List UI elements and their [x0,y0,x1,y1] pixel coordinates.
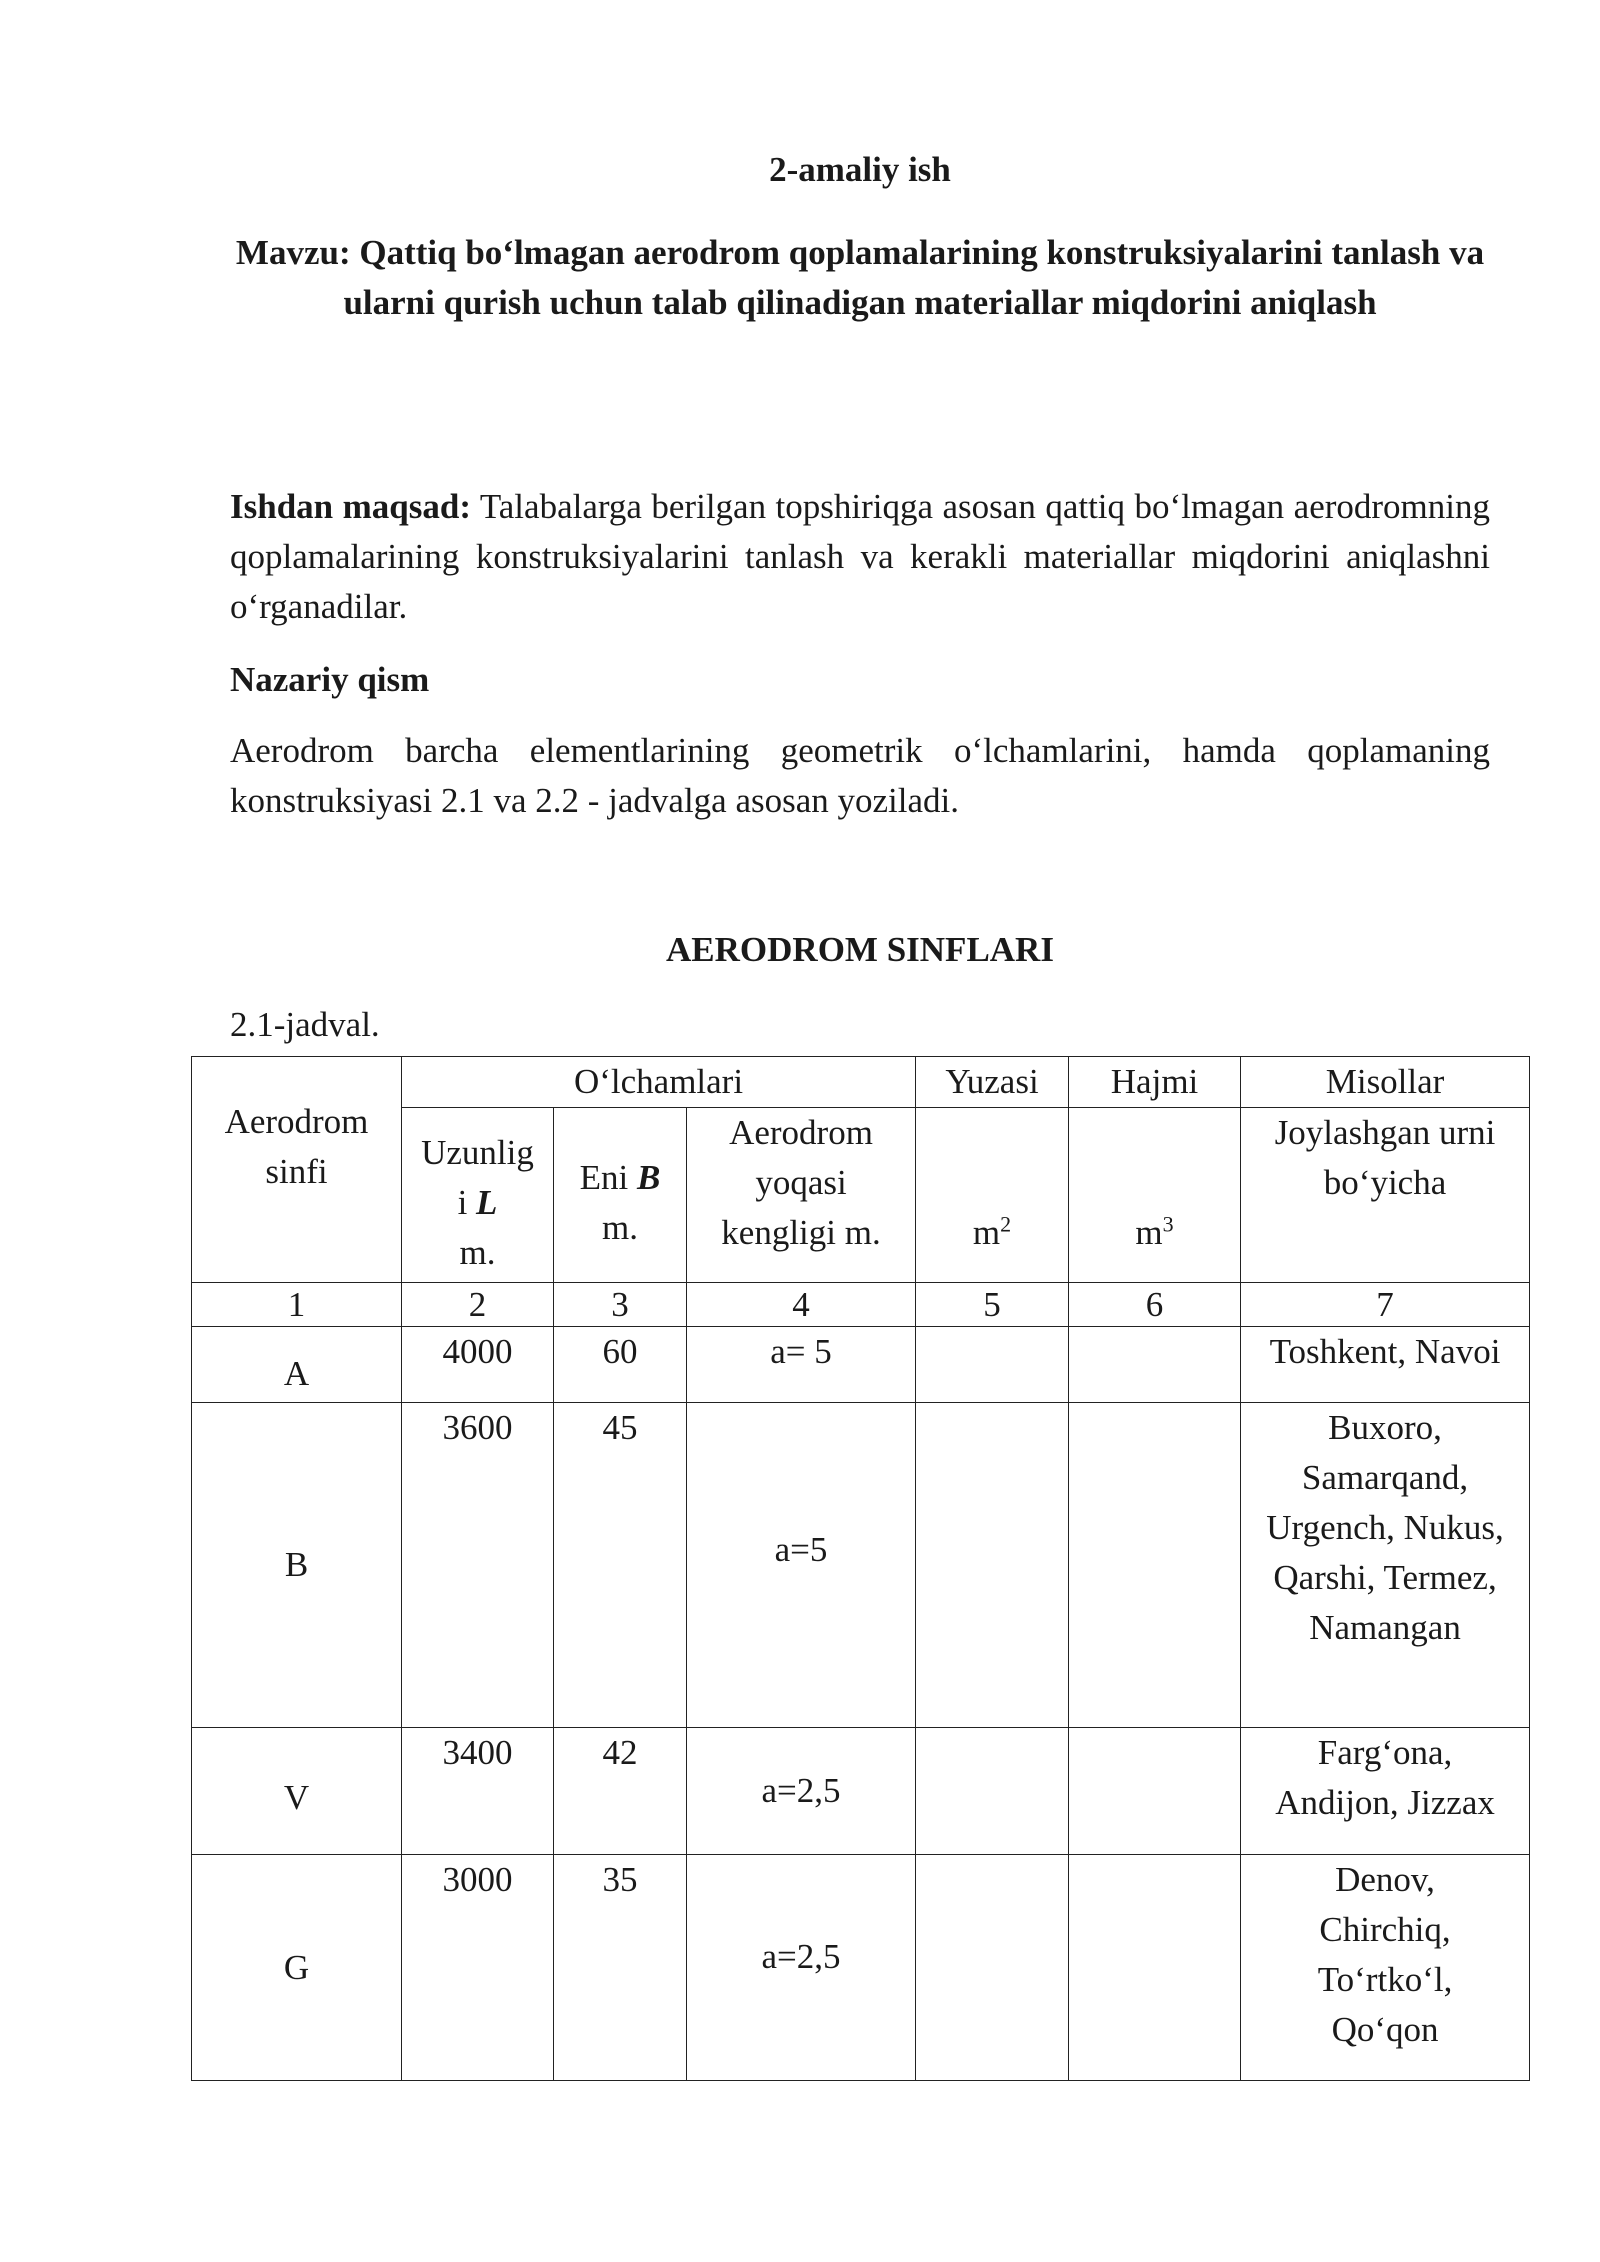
row-volume [1069,1327,1241,1403]
row-length: 3000 [402,1855,554,2081]
volume-unit-exp: 3 [1162,1211,1174,1237]
row-area [916,1327,1069,1403]
row-length: 4000 [402,1327,554,1403]
row-area [916,1855,1069,2081]
area-unit-exp: 2 [1000,1211,1012,1237]
header-dimensions: O‘lchamlari [402,1057,916,1108]
row-apron: a= 5 [687,1327,916,1403]
header-location: Joylashgan urni bo‘yicha [1241,1108,1530,1283]
header-apron-width: Aerodrom yoqasi kengligi m. [687,1108,916,1283]
header-volume: Hajmi [1069,1057,1241,1108]
area-unit-base: m [972,1213,1001,1252]
row-width: 60 [554,1327,687,1403]
header-length-unit: m. [459,1233,496,1272]
column-number: 4 [687,1283,916,1327]
header-width [554,1108,687,1283]
header-area-unit [916,1108,1069,1283]
header-length [402,1108,554,1283]
theory-heading: Nazariy qism [230,660,430,699]
column-number: 7 [1241,1283,1530,1327]
row-width: 35 [554,1855,687,2081]
document-title: 2-amaliy ish [769,150,951,189]
column-number: 6 [1069,1283,1241,1327]
row-class: G [192,1855,402,2081]
row-volume [1069,1855,1241,2081]
header-length-symbol: L [476,1183,498,1222]
table-heading: AERODROM SINFLARI [666,930,1054,969]
aim-text: Talabalarga berilgan topshiriqga asosan qattiq bo‘lmagan aerodromning qoplamalarining konstruksiyalarini tanlash va kerakli materiallar miqdorini aniqlashni o‘rganadilar. [230,487,1490,626]
column-number: 2 [402,1283,554,1327]
row-examples: Buxoro, Samarqand, Urgench, Nukus, Qarshi, Termez, Namangan [1241,1403,1530,1728]
header-width-symbol: B [637,1158,661,1197]
table-row [192,1403,1530,1728]
theory-paragraph: Aerodrom barcha elementlarining geometrik o‘lchamlarini, hamda qoplamaning konstruksiyasi 2.1 va 2.2 - jadvalga asosan yoziladi. [230,731,1490,820]
header-row-1 [192,1057,1530,1108]
header-volume-unit [1069,1108,1241,1283]
column-number: 5 [916,1283,1069,1327]
aim-label: Ishdan maqsad: [230,487,471,526]
row-examples: Denov, Chirchiq, To‘rtko‘l, Qo‘qon [1241,1855,1530,2081]
row-apron: a=5 [687,1403,916,1728]
row-area [916,1403,1069,1728]
row-examples: Farg‘ona, Andijon, Jizzax [1241,1728,1530,1855]
header-class: Aerodrom sinfi [192,1057,402,1283]
row-volume [1069,1403,1241,1728]
column-number-row [192,1283,1530,1327]
row-width: 42 [554,1728,687,1855]
header-width-unit: m. [602,1208,638,1247]
header-examples: Misollar [1241,1057,1530,1108]
row-class: V [192,1728,402,1855]
header-area: Yuzasi [916,1057,1069,1108]
table-row [192,1855,1530,2081]
column-number: 1 [192,1283,402,1327]
header-width-a: Eni [579,1158,637,1197]
volume-unit-base: m [1135,1213,1163,1252]
aim-paragraph [230,482,1490,632]
row-width: 45 [554,1403,687,1728]
header-length-b: i [457,1183,477,1222]
header-length-a: Uzunlig [421,1133,534,1172]
row-length: 3400 [402,1728,554,1855]
table-caption: 2.1-jadval. [230,1005,380,1044]
row-length: 3600 [402,1403,554,1728]
row-apron: a=2,5 [687,1855,916,2081]
row-examples: Toshkent, Navoi [1241,1327,1530,1403]
table-row [192,1327,1530,1403]
column-number: 3 [554,1283,687,1327]
aerodrome-classes-table [191,1056,1530,2081]
row-apron: a=2,5 [687,1728,916,1855]
row-class: B [192,1403,402,1728]
row-area [916,1728,1069,1855]
row-class: A [192,1327,402,1403]
row-volume [1069,1728,1241,1855]
table-row [192,1728,1530,1855]
topic-heading: Mavzu: Qattiq bo‘lmagan aerodrom qoplamalarining konstruksiyalarini tanlash va ularni qurish uchun talab qilinadigan materiallar miqdorini aniqlash [235,233,1485,322]
